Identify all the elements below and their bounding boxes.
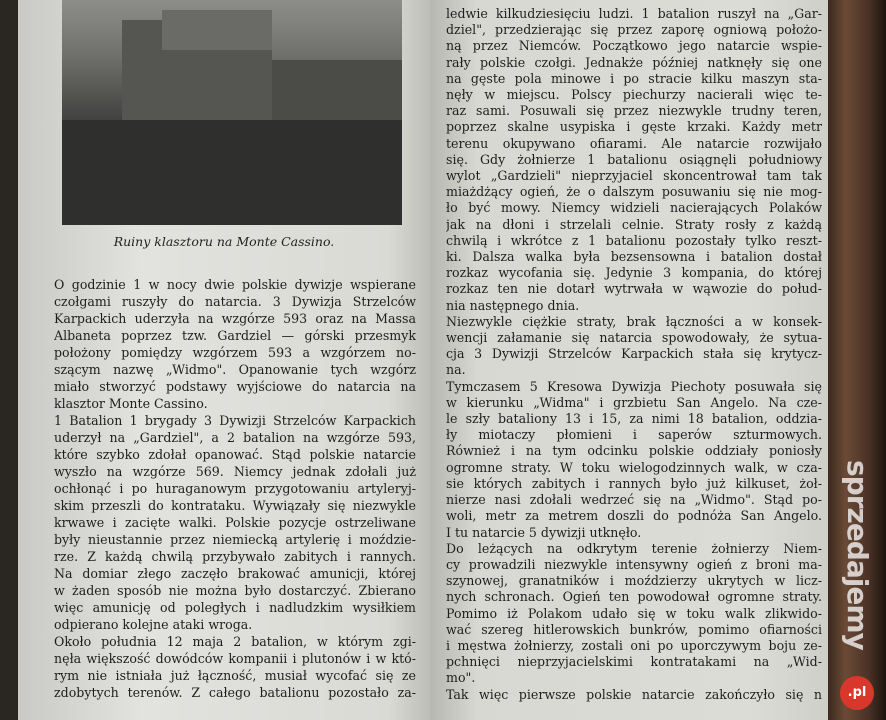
text-line: uderzył na „Gardziel", a 2 batalion na wzgórze 593,: [54, 430, 416, 445]
monte-cassino-ruins-photo: [62, 0, 402, 225]
text-line: Pomimo iż Polakom udało się w toku walk zlikwido-: [446, 605, 822, 621]
text-line: nęły w miejscu. Polscy piechurzy nacierali więc te-: [446, 87, 822, 103]
text-line: ogromne straty. W toku wielogodzinnych walk, w cza-: [446, 459, 822, 475]
text-line: Również i na tym odcinku polskie oddziały poniosły: [446, 443, 822, 459]
text-line: O godzinie 1 w nocy dwie polskie dywizje wspierane: [54, 277, 416, 292]
text-line: Albaneta poprzez tzw. Gardziel — górski przesmyk: [54, 328, 416, 343]
watermark-logo: sprzedajemy: [841, 460, 874, 650]
text-line: na.: [446, 362, 466, 378]
text-line: ledwie kilkudziesięciu ludzi. 1 batalion ruszył na „Gar-: [446, 6, 822, 21]
text-line: miażdżący ogień, że o dalszym posuwaniu się nie mog-: [446, 184, 822, 200]
text-line: Tymczasem 5 Kresowa Dywizja Piechoty posuwała się: [446, 378, 822, 394]
text-line: poprzez skalne usypiska i gęste krzaki. Każdy metr: [446, 119, 822, 135]
text-line: które szybko zdołał opanować. Stąd polskie natarcie: [54, 447, 416, 462]
text-line: I tu natarcie 5 dywizji utknęło.: [446, 524, 642, 540]
text-line: rym nie istniała już łączność, musiał wycofać się ze: [54, 668, 416, 683]
text-line: terenu okupywano ofiarami. Ale natarcie rozwijało: [446, 135, 822, 151]
text-line: Tak więc pierwsze polskie natarcie zakończyło się n: [446, 686, 822, 702]
text-line: sie których zabitych i rannych było już kilkuset, żoł-: [446, 475, 822, 491]
text-line: le szły bataliony 13 i 15, za nimi 18 batalion, oddzia-: [446, 411, 822, 427]
text-line: na gęste pola minowe i po stracie kilku maszyn sta-: [446, 70, 822, 86]
left-page: [18, 0, 430, 720]
text-line: w żaden sposób nie można było dostarczyć. Zbierano: [54, 583, 416, 598]
text-line: raz sami. Posuwali się przez niezwykle trudny teren,: [446, 103, 822, 119]
text-line: ki. Dalsza walka była bezsensowna i batalion dostał: [446, 249, 822, 265]
text-line: odpierano kolejne ataki wroga.: [54, 617, 253, 632]
text-line: chwilą i wkrótce z 1 batalionu pozostały tylko reszt-: [446, 232, 822, 248]
text-line: 1 Batalion 1 brygady 3 Dywizji Strzelców Karpackich: [54, 413, 416, 428]
text-line: woli, metr za metrem doszli do podnóża San Angelo.: [446, 508, 822, 524]
text-line: i męstwa żołnierzy, zostali oni po uporczywym boju ze-: [446, 637, 822, 653]
text-line: ną przez Niemców. Początkowo jego natarcie wspie-: [446, 38, 822, 54]
text-line: wencji załamanie się natarcia spowodowały, że sytua-: [446, 330, 822, 346]
right-page-text: [446, 6, 822, 703]
text-line: czołgami ruszyły do natarcia. 3 Dywizja Strzelców: [54, 294, 416, 309]
text-line: w kierunku „Widma" i grzbietu San Angelo. Na cze-: [446, 394, 822, 410]
watermark-badge: .pl: [840, 676, 874, 710]
text-line: ochłonąć i po huraganowym przygotowaniu artyleryj-: [54, 481, 416, 496]
left-page-text: [54, 276, 416, 701]
text-line: cy prowadzili niezwykle intensywny ogień z broni ma-: [446, 556, 822, 572]
text-line: jak na dłoni i strzelali celnie. Straty rosły z każdą: [446, 216, 822, 232]
text-line: Karpackich uderzyła na wzgórze 593 oraz na Massa: [54, 311, 416, 326]
text-line: szącym nazwę „Widmo". Opanowanie tych wzgórz: [54, 362, 416, 377]
text-line: klasztor Monte Cassino.: [54, 396, 208, 411]
text-line: miało stworzyć podstawy wyjściowe do natarcia na: [54, 379, 416, 394]
text-line: się. Gdy żołnierze 1 batalionu osiągnęli południowy: [446, 151, 822, 167]
text-line: pchnięci nieprzyjacielskimi kontratakami na „Wid-: [446, 654, 822, 670]
text-line: więc amunicję od poległych i nadludzkim wysiłkiem: [54, 600, 416, 615]
text-line: Do leżących na odkrytym terenie żołnierzy Niem-: [446, 540, 822, 556]
text-line: Około południa 12 maja 2 batalion, w którym zgi-: [54, 634, 416, 649]
text-line: Na domiar złego zaczęło brakować amunicji, której: [54, 566, 416, 581]
text-line: wylot „Gardzieli" nieprzyjaciel skoncentrował tam tak: [446, 168, 822, 184]
text-line: rozkaz wycofania się. Jedynie 3 kompania, do której: [446, 265, 822, 281]
text-line: ły miotaczy płomieni i saperów szturmowych.: [446, 427, 822, 443]
right-page: [430, 0, 828, 720]
text-line: cja 3 Dywizji Strzelców Karpackich stała się krytycz-: [446, 346, 822, 362]
text-line: ło być mowy. Niemcy widzieli nacierających Polaków: [446, 200, 822, 216]
text-line: rozkaz ten nie dotarł wytrwała w wąwozie do połud-: [446, 281, 822, 297]
text-line: rze. Z każdą chwilą przybywało zabitych i rannych.: [54, 549, 416, 564]
text-line: nęła większość dowódców kompanii i plutonów i w któ-: [54, 651, 416, 666]
text-line: nierze nasi zdołali wedrzeć się na „Widmo". Stąd po-: [446, 492, 822, 508]
text-line: skim przeszli do kontrataku. Wywiązały się niezwykle: [54, 498, 416, 513]
text-line: mo".: [446, 670, 476, 686]
photo-caption: Ruiny klasztoru na Monte Cassino.: [113, 234, 335, 249]
text-line: krwawe i zacięte walki. Polskie pozycje ostrzeliwane: [54, 515, 416, 530]
text-line: zdobytych terenów. Z całego batalionu pozostało za-: [54, 685, 416, 700]
text-line: Niezwykle ciężkie straty, brak łączności a w konsek-: [446, 313, 822, 329]
text-line: położony pomiędzy wzgórzem 593 a wzgórzem no-: [54, 345, 416, 360]
text-line: wać szereg hitlerowskich bunkrów, pomimo ofiarności: [446, 621, 822, 637]
text-line: były nieustannie przez niemiecką artylerię i moździe-: [54, 532, 416, 547]
text-line: dziel", przedzierając się przez zaporę ogniową położo-: [446, 22, 822, 38]
text-line: nych schronach. Ogień ten powodował ogromne straty.: [446, 589, 822, 605]
text-line: nia następnego dnia.: [446, 297, 580, 313]
text-line: wyszło na wzgórze 569. Niemcy jednak zdołali już: [54, 464, 416, 479]
text-line: rały polskie czołgi. Jednakże później natknęły się one: [446, 54, 822, 70]
text-line: szynowej, granatników i moździerzy ukrytych w licz-: [446, 573, 822, 589]
